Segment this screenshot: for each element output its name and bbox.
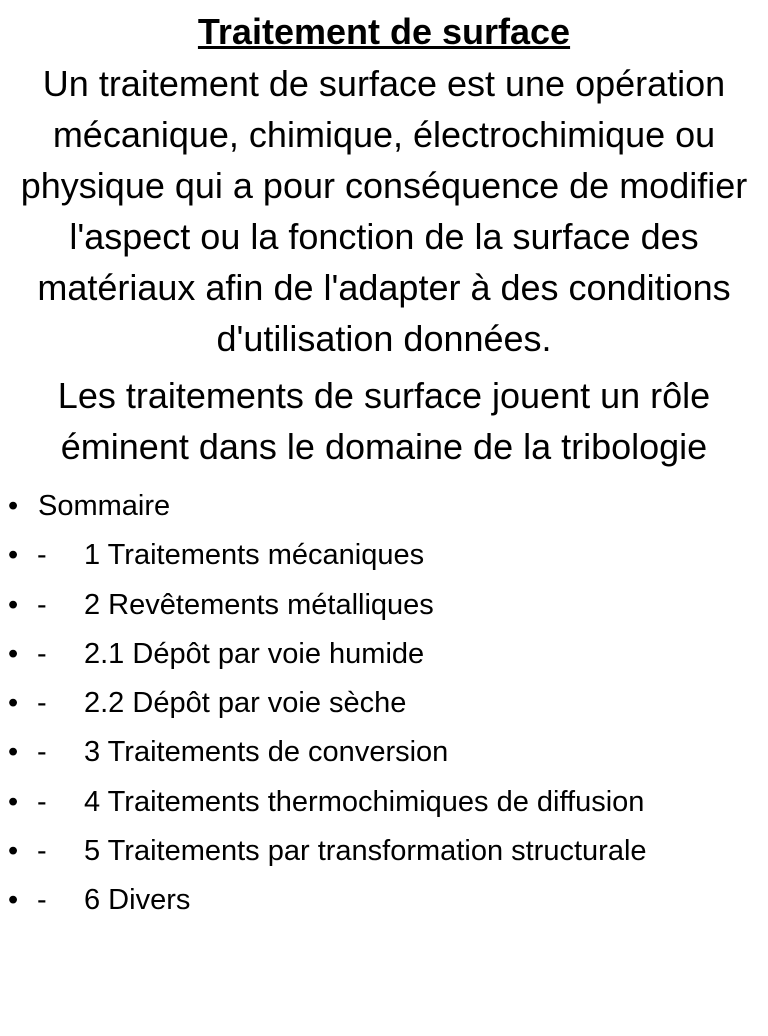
list-item bbox=[0, 728, 768, 777]
bullet-icon: • bbox=[8, 490, 19, 522]
intro-paragraph: Un traitement de surface est une opération mécanique, chimique, électrochimique ou physique qui a pour conséquence de modifier l'aspect ou la fonction de la surface des matériaux afin de l'adapter à des conditions d'utilisation données. bbox=[20, 63, 748, 359]
dash-marker: - bbox=[37, 884, 47, 917]
list-item bbox=[0, 827, 768, 876]
summary-entry: 2.2 Dépôt par voie sèche bbox=[84, 687, 407, 720]
dash-marker: - bbox=[37, 736, 47, 769]
summary-list bbox=[0, 482, 768, 926]
list-item bbox=[0, 630, 768, 679]
page-title: Traitement de surface bbox=[197, 11, 571, 52]
list-item bbox=[0, 581, 768, 630]
dash-marker: - bbox=[37, 539, 47, 572]
tribology-paragraph: Les traitements de surface jouent un rôle éminent dans le domaine de la tribologie bbox=[57, 375, 711, 467]
summary-entry: 6 Divers bbox=[84, 884, 191, 917]
summary-label: Sommaire bbox=[38, 490, 171, 522]
summary-entry: 1 Traitements mécaniques bbox=[84, 539, 425, 572]
summary-heading-item bbox=[0, 482, 768, 531]
bullet-icon: • bbox=[8, 835, 19, 868]
bullet-icon: • bbox=[8, 539, 19, 572]
dash-marker: - bbox=[37, 835, 47, 868]
list-item bbox=[0, 679, 768, 728]
bullet-icon: • bbox=[8, 736, 19, 769]
bullet-icon: • bbox=[8, 687, 19, 720]
dash-marker: - bbox=[37, 637, 47, 670]
bullet-icon: • bbox=[8, 884, 19, 917]
dash-marker: - bbox=[37, 588, 47, 621]
summary-entry: 2.1 Dépôt par voie humide bbox=[84, 637, 425, 670]
dash-marker: - bbox=[37, 785, 47, 818]
dash-marker: - bbox=[37, 687, 47, 720]
summary-entry: 5 Traitements par transformation structurale bbox=[84, 835, 647, 868]
slide bbox=[0, 12, 768, 1036]
summary-entry: 2 Revêtements métalliques bbox=[84, 588, 434, 621]
list-item bbox=[0, 778, 768, 827]
bullet-icon: • bbox=[8, 785, 19, 818]
summary-entry: 4 Traitements thermochimiques de diffusion bbox=[84, 785, 645, 818]
summary-entry: 3 Traitements de conversion bbox=[84, 736, 449, 769]
list-item bbox=[0, 531, 768, 580]
list-item bbox=[0, 876, 768, 925]
bullet-icon: • bbox=[8, 637, 19, 670]
bullet-icon: • bbox=[8, 588, 19, 621]
